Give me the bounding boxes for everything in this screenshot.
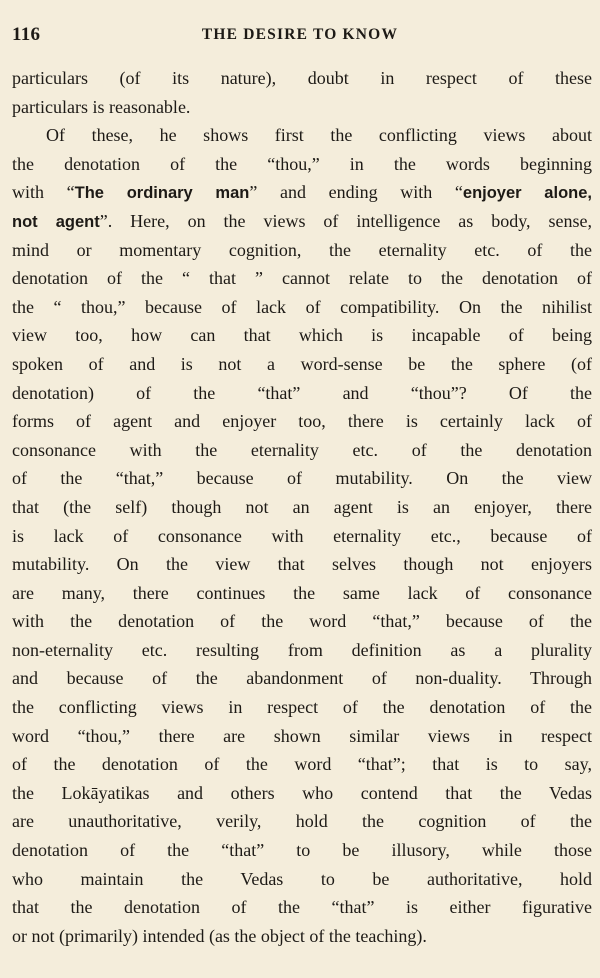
text-line: with the denotation of the word “that,” because of the: [12, 611, 592, 632]
text-line: denotation of the “that” to be illusory, while those: [12, 840, 592, 861]
text-line: mutability. On the view that selves though not enjoyers: [12, 554, 592, 575]
running-head: [12, 24, 588, 52]
text-line: Of these, he shows first the conflicting views about: [46, 125, 592, 146]
text-line: are many, there continues the same lack of consonance: [12, 582, 592, 603]
text-line: denotation of the “ that ” cannot relate to the denotation of: [12, 268, 592, 289]
text-line: consonance with the eternality etc. of the denotation: [12, 439, 592, 460]
text-line: word “thou,” there are shown similar views in respect: [12, 725, 592, 746]
text-line: denotation) of the “that” and “thou”? Of the: [12, 382, 592, 403]
text-line: is lack of consonance with eternality etc., because of: [12, 525, 592, 546]
text-line: the denotation of the “thou,” in the words beginning: [12, 153, 592, 174]
text-line: particulars is reasonable.: [12, 96, 191, 117]
running-title: THE DESIRE TO KNOW: [201, 26, 399, 43]
text-run: ” and ending with “: [249, 182, 463, 203]
text-line: and because of the abandonment of non-duality. Through: [12, 668, 592, 689]
text-line: [12, 178, 592, 207]
text-line: the “ thou,” because of lack of compatibility. On the nihilist: [12, 296, 592, 317]
text-line: spoken of and is not a word-sense be the sphere (of: [12, 353, 592, 374]
text-line: that (the self) though not an agent is an enjoyer, there: [12, 496, 592, 517]
body-text: [12, 64, 592, 950]
text-line: of the denotation of the word “that”; that is to say,: [12, 754, 592, 775]
text-line: who maintain the Vedas to be authoritative, hold: [12, 868, 592, 889]
text-line: the conflicting views in respect of the denotation of the: [12, 697, 592, 718]
quoted-phrase-bold: not agent: [12, 212, 100, 231]
text-line: that the denotation of the “that” is either figurative: [12, 897, 592, 918]
page-number: 116: [12, 24, 41, 45]
text-line: non-eternality etc. resulting from definition as a plurality: [12, 639, 592, 660]
text-line: or not (primarily) intended (as the object of the teaching).: [12, 925, 427, 946]
text-line: particulars (of its nature), doubt in respect of these: [12, 68, 592, 88]
text-line: view too, how can that which is incapable of being: [12, 325, 592, 346]
text-line: of the “that,” because of mutability. On the view: [12, 468, 592, 489]
text-line: forms of agent and enjoyer too, there is certainly lack of: [12, 411, 592, 432]
text-run: with “: [12, 182, 75, 203]
text-line: mind or momentary cognition, the eternality etc. of the: [12, 239, 592, 260]
quoted-phrase-bold: enjoyer alone,: [462, 184, 592, 203]
text-run: ”. Here, on the views of intelligence as body, sense,: [99, 210, 592, 231]
text-line: are unauthoritative, verily, hold the cognition of the: [12, 811, 592, 832]
text-line: [12, 207, 592, 236]
quoted-phrase-bold: The ordinary man: [74, 184, 250, 203]
text-line: the Lokāyatikas and others who contend that the Vedas: [12, 782, 592, 803]
